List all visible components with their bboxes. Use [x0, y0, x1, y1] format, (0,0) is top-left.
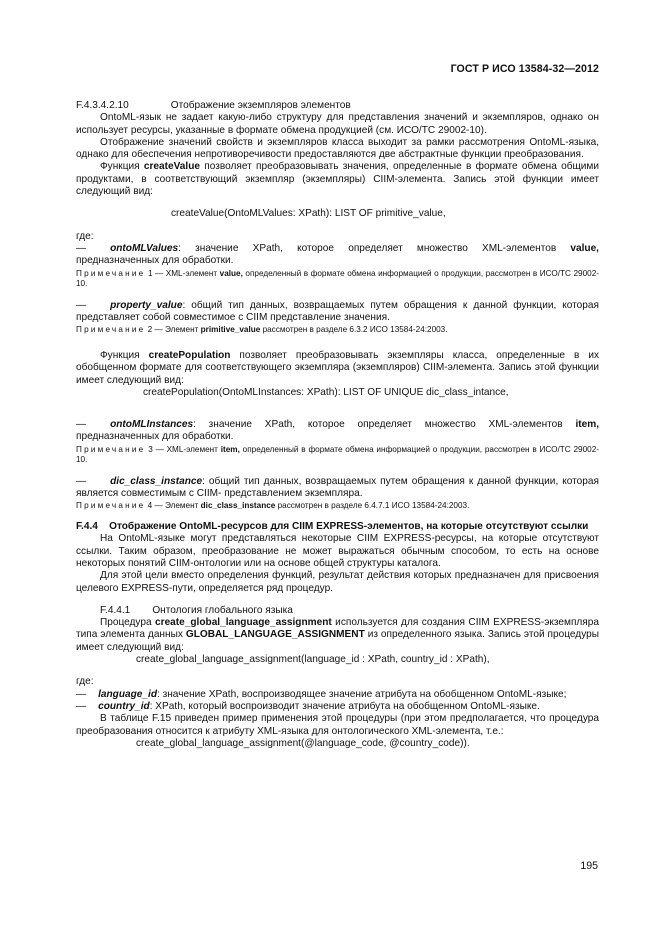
- text-run: : общий тип данных, возвращаемых путем обращения к данной функции, которая представляет собой совместимое с CIIM представление значения.: [76, 299, 599, 324]
- text-run: Элемент: [164, 325, 201, 335]
- section-heading-f441: [76, 605, 599, 617]
- text-run: Функция: [100, 161, 144, 173]
- list-item: [76, 701, 599, 713]
- text-run: предназначенных для обработки.: [76, 255, 234, 267]
- note: [76, 325, 599, 336]
- term: ontoMLInstances: [110, 419, 194, 431]
- text-run: рассмотрен в разделе 6.3.2 ИСО 13584-24:2003.: [260, 325, 448, 335]
- text-run: : значение XPath, которое определяет множество XML-элементов: [178, 242, 571, 254]
- term: property_value: [110, 299, 183, 311]
- paragraph: OntoML-язык не задает какую-либо структуру для представления значений и экземпляров, однако он использует ресурсы, указанные в формате обмена продукцией (см. ИСО/ТС 29002-10).: [76, 112, 599, 136]
- procedure-name: create_global_language_assignment: [155, 617, 332, 629]
- section-heading-f44: F.4.4 Отображение OntoML-ресурсов для CIIM EXPRESS-элементов, на которые отсутствуют ссылки: [76, 521, 589, 533]
- term-bold: item,: [220, 444, 240, 454]
- type-name: GLOBAL_LANGUAGE_ASSIGNMENT: [185, 629, 365, 641]
- formula: create_global_language_assignment(language_id : XPath, country_id : XPath),: [136, 654, 490, 666]
- paragraph: [76, 161, 599, 198]
- text-run: Функция: [100, 349, 149, 361]
- paragraph: В таблице F.15 приведен пример применения этой процедуры (при этом предполагается, что процедура преобразования относится к атрибуту XML-языка для онтологического XML-элемента, т.е.:: [76, 713, 599, 737]
- dash: —: [76, 688, 87, 700]
- dash: —: [76, 299, 87, 311]
- paragraph: Отображение значений свойств и экземпляров класса выходит за рамки рассмотрения OntoML-языка, однако для обеспечения непротиворечивости предоставляются две абстрактные функции преобразования.: [76, 136, 599, 161]
- term: country_id: [98, 700, 150, 712]
- note-label: Примечание: [76, 325, 146, 335]
- text-run: из определенного языка. Запись этой процедуры имеет следующий вид:: [76, 629, 599, 653]
- list-item: [76, 476, 599, 501]
- note-label: Примечание: [76, 268, 146, 278]
- text-run: определенный в формате обмена информацией о продукции, рассмотрен в ИСО/ТС 29002-10.: [76, 268, 599, 289]
- term: dic_class_instance: [110, 475, 203, 487]
- list-item: [76, 300, 599, 325]
- term: ontoMLValues: [110, 242, 179, 254]
- text-run: XML-элемент: [166, 444, 221, 454]
- page-body: [76, 100, 599, 750]
- text-run: позволяет преобразовывать экземпляры класса, определенные в их обобщенном формате для соответствующего экземпляра (экземпляров) CIIM-элемента. Запись этой функции имеет следующий вид:: [76, 349, 599, 386]
- text-run: : значение XPath, которое определяет множество XML-элементов: [193, 419, 576, 431]
- text-run: Процедура: [100, 617, 156, 629]
- formula: create_global_language_assignment(@language_code, @country_code)).: [136, 737, 470, 749]
- section-number: F.4.3.4.2.10: [76, 100, 129, 111]
- dash: —: [76, 419, 87, 431]
- note: [76, 269, 599, 290]
- term-bold: primitive_value: [200, 325, 261, 335]
- note-number: 1 —: [147, 268, 164, 278]
- note-number: 2 —: [147, 325, 163, 335]
- section-title: Отображение экземпляров элементов: [170, 100, 351, 111]
- note-number: 4 —: [147, 500, 163, 510]
- text-run: определенный в формате обмена информацией о продукции, рассмотрен в ИСО/ТС 29002-10.: [76, 444, 599, 465]
- paragraph: [76, 617, 599, 654]
- term-bold: dic_class_instance: [200, 500, 276, 510]
- page-number: 195: [580, 860, 598, 872]
- term-bold: value,: [570, 242, 599, 254]
- text-run: : общий тип данных, возвращаемых путем обращения к данной функции, которая является совместимым с CIIM- представлением экземпляра.: [76, 475, 599, 500]
- text-run: XML-элемент: [165, 268, 220, 278]
- formula: createPopulation(OntoMLInstances: XPath): LIST OF UNIQUE dic_class_intance,: [143, 386, 509, 398]
- list-item: [76, 689, 599, 701]
- note: [76, 445, 599, 466]
- dash: —: [76, 700, 87, 712]
- section-heading-f43421: [76, 100, 599, 112]
- text-run: используется для создания CIIM EXPRESS-экземпляра типа элемента данных: [76, 617, 599, 641]
- function-name: createValue: [143, 161, 200, 173]
- text-run: рассмотрен в разделе 6.4.7.1 ИСО 13584-24:2003.: [275, 500, 470, 510]
- term: language_id: [98, 688, 157, 700]
- section-title: Онтология глобального языка: [152, 604, 293, 616]
- paragraph: На OntoML-языке могут представляться некоторые CIIM EXPRESS-ресурсы, на которые отсутствуют ссылки. Таким образом, преобразование не может выражаться обычным способом, то есть на основе некоторых понятий CIIM-онтологии или на основе общей структуры каталога.: [76, 533, 599, 569]
- note-number: 3 —: [148, 444, 164, 454]
- text-run: позволяет преобразовывать значения, определенные в формате обмена общими продуктами, в соответствующий экземпляр (экземпляры) CIIM-элемента. Запись этой функции имеет следующий вид:: [76, 161, 600, 198]
- list-item: [76, 419, 599, 444]
- text-run: предназначенных для обработки.: [76, 431, 234, 443]
- standard-header: ГОСТ Р ИСО 13584-32—2012: [450, 63, 599, 75]
- paragraph: [76, 350, 599, 387]
- note-label: Примечание: [76, 500, 146, 510]
- where-label: где:: [76, 230, 94, 242]
- function-name: createPopulation: [148, 349, 231, 361]
- dash: —: [76, 475, 87, 487]
- text-run: : XPath, который воспроизводит значение атрибута на обобщенном OntoML-языке.: [149, 700, 540, 712]
- list-item: [76, 243, 599, 268]
- paragraph: Для этой цели вместо определения функций, результат действия которых предназначен для присвоения целевого EXPRESS-пути, определяется ряд процедур.: [76, 570, 599, 594]
- term-bold: value,: [219, 268, 243, 278]
- section-number: F.4.4.1: [100, 604, 131, 616]
- formula: createValue(OntoMLValues: XPath): LIST OF primitive_value,: [171, 208, 446, 220]
- dash: —: [76, 242, 87, 254]
- text-run: Элемент: [164, 500, 201, 510]
- where-label: где:: [76, 676, 94, 688]
- text-run: : значение XPath, воспроизводящее значение атрибута на обобщенном OntoML-языке;: [157, 688, 567, 700]
- note: [76, 501, 599, 512]
- note-label: Примечание: [76, 444, 146, 454]
- term-bold: item,: [575, 419, 599, 431]
